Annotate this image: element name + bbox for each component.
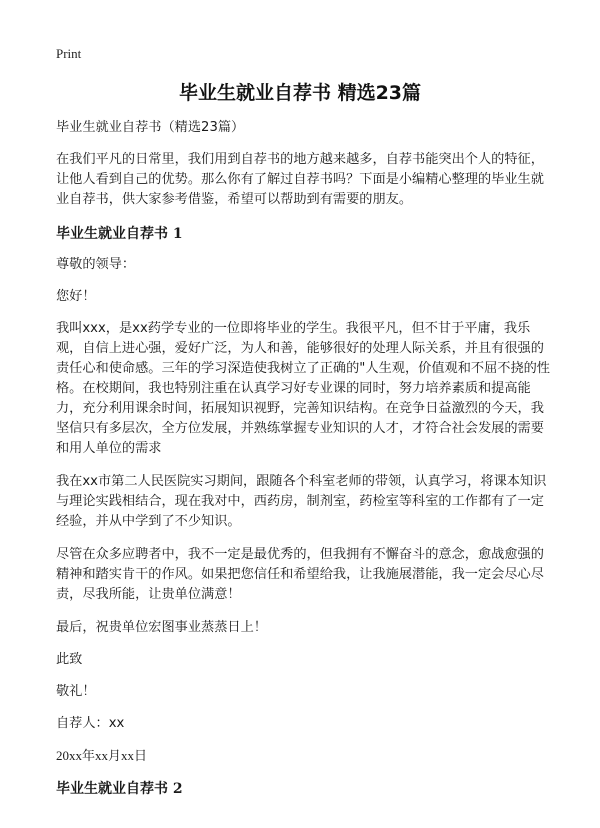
body-paragraph-4: 最后，祝贵单位宏图事业蒸蒸日上！ [56, 620, 267, 635]
section-heading-2: 毕业生就业自荐书 2 [56, 781, 183, 797]
body-paragraph-1: 我叫xxx，是xx药学专业的一位即将毕业的学生。我很平凡，但不甘于平庸，我乐观，自信上进心强，爱好广泛，为人和善，能够很好的处理人际关系，并且有很强的责任心和使命感。三年的学习深造使我树立了正确的"人生观，价值观和不屈不挠的性格。在校期间，我也特别注重在认真学习好专业课的同时，努力培养素质和提高能力，充分利用课余时间，拓展知识视野，完善知识结构。在竞争日益激烈的今天，我坚信只有多层次，全方位发展，并熟练掌握专业知识的人才，才符合社会发展的需要和用人单位的需求 [56, 321, 550, 456]
body-paragraph-2: 我在xx市第二人民医院实习期间，跟随各个科室老师的带领，认真学习，将课本知识与理论实践相结合，现在我对中，西药房，制剂室，药检室等科室的工作都有了一定经验，并从中学到了不少知识。 [56, 474, 547, 529]
intro-paragraph: 在我们平凡的日常里，我们用到自荐书的地方越来越多，自荐书能突出个人的特征，让他人看到自己的优势。那么你有了解过自荐书吗？下面是小编精心整理的毕业生就业自荐书，供大家参考借鉴，希望可以帮助到有需要的朋友。 [56, 152, 544, 207]
letter-date: 20xx年xx月xx日 [56, 748, 148, 763]
document-body [56, 118, 552, 810]
document-subtitle: 毕业生就业自荐书（精选23篇） [56, 120, 245, 135]
salutation: 尊敬的领导： [56, 257, 136, 272]
section-heading-1: 毕业生就业自荐书 1 [56, 226, 183, 242]
greeting: 您好！ [56, 289, 96, 304]
page-title: 毕业生就业自荐书 精选23篇 [178, 82, 422, 104]
signature: 自荐人：xx [56, 716, 125, 731]
body-paragraph-3: 尽管在众多应聘者中，我不一定是最优秀的，但我拥有不懈奋斗的意念，愈战愈强的精神和踏实肯干的作风。如果把您信任和希望给我，让我施展潜能，我一定会尽心尽责，尽我所能，让贵单位满意！ [56, 547, 544, 602]
closing-line-1: 此致 [56, 652, 83, 667]
print-link[interactable]: Print [56, 46, 82, 61]
closing-line-2: 敬礼！ [56, 684, 96, 699]
